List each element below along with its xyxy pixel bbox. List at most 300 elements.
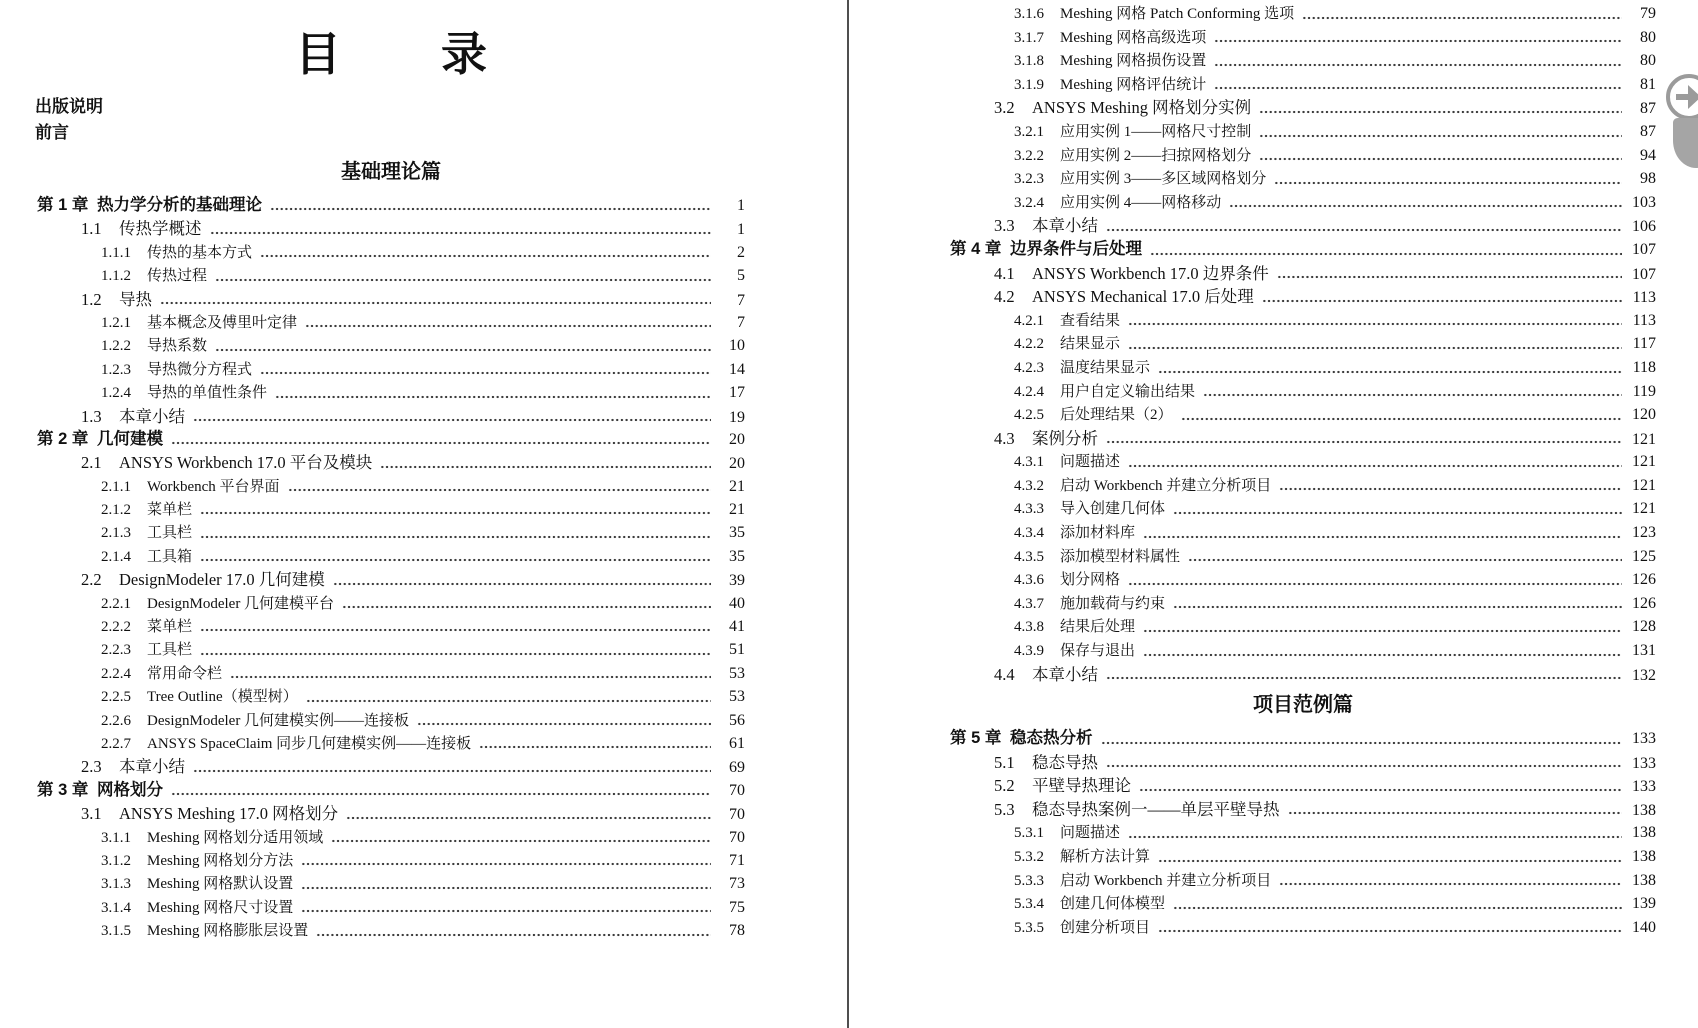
entry-page-number: 51 <box>729 641 745 659</box>
entry-page-number: 81 <box>1640 75 1656 93</box>
entry-number: 5.2 <box>994 776 1015 796</box>
toc-entry <box>950 309 1656 333</box>
dotted-leader <box>1277 274 1622 280</box>
dotted-leader <box>1203 392 1622 398</box>
toc-entry <box>37 919 745 942</box>
entry-title: 施加载荷与约束 <box>1060 595 1166 612</box>
entry-page-number: 131 <box>1632 642 1656 660</box>
entry-number: 4.2.1 <box>1014 312 1044 329</box>
entry-number: 3.3 <box>994 216 1015 236</box>
entry-number: 2.2.4 <box>101 665 131 682</box>
dotted-leader <box>1128 321 1622 327</box>
dotted-leader <box>1214 38 1622 44</box>
toc-entry <box>950 521 1656 545</box>
entry-page-number: 78 <box>729 922 745 940</box>
toc-entry <box>37 264 745 287</box>
dotted-leader <box>1101 740 1623 746</box>
entry-page-number: 138 <box>1632 847 1656 865</box>
entry-title: 用户自定义输出结果 <box>1060 383 1196 400</box>
dotted-leader <box>1150 251 1622 257</box>
front-matter-item: 前言 <box>35 123 69 142</box>
dotted-leader <box>200 557 711 563</box>
dotted-leader <box>200 651 711 657</box>
entry-page-number: 128 <box>1632 618 1656 636</box>
entry-number: 2.2.1 <box>101 595 131 612</box>
entry-number: 4.3.7 <box>1014 595 1044 612</box>
entry-title: ANSYS Meshing 17.0 网格划分 <box>119 804 339 824</box>
entry-number: 1.2.3 <box>101 361 131 378</box>
entry-page-number: 1 <box>737 197 745 214</box>
entry-page-number: 53 <box>729 688 745 706</box>
entry-number: 4.2.3 <box>1014 359 1044 376</box>
entry-page-number: 121 <box>1632 453 1656 471</box>
dotted-leader <box>1259 156 1622 162</box>
entry-number: 1.2 <box>81 289 102 309</box>
entry-title: ANSYS Mechanical 17.0 后处理 <box>1032 287 1254 307</box>
entry-number: 1.2.1 <box>101 314 131 331</box>
dotted-leader <box>1229 203 1622 209</box>
dotted-leader <box>1128 345 1622 351</box>
entry-title: Meshing 网格高级选项 <box>1060 29 1207 46</box>
toc-entry <box>950 663 1656 687</box>
entry-title: 稳态导热案例一——单层平壁导热 <box>1032 799 1280 819</box>
entry-number: 4.3 <box>994 428 1015 448</box>
dotted-leader <box>1128 463 1622 469</box>
dotted-leader <box>260 253 711 259</box>
entry-page-number: 87 <box>1640 100 1656 118</box>
entry-title: Meshing 网格尺寸设置 <box>147 899 294 916</box>
toc-entry <box>950 427 1656 451</box>
dotted-leader <box>1188 557 1622 563</box>
toc-entry <box>950 774 1656 798</box>
entry-title: DesignModeler 几何建模平台 <box>147 595 335 612</box>
toc-entry <box>37 217 745 240</box>
entry-page-number: 17 <box>729 384 745 402</box>
toc-entry <box>950 214 1656 238</box>
entry-title: 网格划分 <box>97 780 163 799</box>
dotted-leader <box>1128 581 1622 587</box>
toc-entry <box>37 779 745 802</box>
dotted-leader <box>1106 227 1622 233</box>
toc-entry <box>950 144 1656 168</box>
entry-number: 2.2.6 <box>101 712 131 729</box>
shield-icon[interactable] <box>1673 118 1698 168</box>
dotted-leader <box>288 487 711 493</box>
entry-number: 1.1.2 <box>101 268 131 285</box>
entry-title: ANSYS Meshing 网格划分实例 <box>1032 98 1252 118</box>
entry-number: 2.2.5 <box>101 689 131 706</box>
toc-entry <box>37 592 745 615</box>
dotted-leader <box>1158 928 1622 934</box>
entry-title: 本章小结 <box>1032 664 1098 684</box>
entry-page-number: 2 <box>737 243 745 261</box>
entry-number: 2.3 <box>81 757 102 777</box>
page-title <box>37 18 745 84</box>
entry-title: Meshing 网格划分方法 <box>147 852 294 869</box>
entry-number: 2.1.4 <box>101 548 131 565</box>
toc-entry <box>950 285 1656 309</box>
entry-title: 工具栏 <box>147 642 193 659</box>
toc-entry <box>950 474 1656 498</box>
entry-page-number: 41 <box>729 618 745 636</box>
entry-number: 3.1.5 <box>101 923 131 940</box>
entry-title: 稳态热分析 <box>1010 729 1093 747</box>
entry-page-number: 126 <box>1632 571 1656 589</box>
entry-page-number: 133 <box>1632 778 1656 796</box>
entry-number: 2.2 <box>81 570 102 590</box>
toc-entry <box>37 241 745 264</box>
entry-title: 查看结果 <box>1060 312 1121 329</box>
entry-title: 应用实例 1——网格尺寸控制 <box>1060 123 1252 140</box>
entry-number: 2.2.7 <box>101 735 131 752</box>
dotted-leader <box>200 627 711 633</box>
entry-number: 3.2.2 <box>1014 147 1044 164</box>
entry-number: 4.2 <box>994 287 1015 307</box>
toc-entry <box>950 615 1656 639</box>
toc-entry <box>950 332 1656 356</box>
entry-page-number: 125 <box>1632 547 1656 565</box>
toc-right-column-bottom <box>950 727 1656 939</box>
toc-entry <box>37 428 745 451</box>
entry-number: 4.3.6 <box>1014 572 1044 589</box>
toc-entry <box>37 194 745 217</box>
entry-title: 案例分析 <box>1032 428 1098 448</box>
toc-entry <box>37 896 745 919</box>
dotted-leader <box>1173 905 1622 911</box>
toc-entry <box>37 849 745 872</box>
entry-page-number: 98 <box>1640 170 1656 188</box>
entry-title: 导热系数 <box>147 338 208 355</box>
entry-page-number: 19 <box>729 408 745 426</box>
dotted-leader <box>193 417 711 423</box>
entry-number: 4.2.4 <box>1014 383 1044 400</box>
entry-page-number: 138 <box>1632 824 1656 842</box>
entry-page-number: 103 <box>1632 193 1656 211</box>
entry-number: 5.3.2 <box>1014 848 1044 865</box>
entry-title: 传热学概述 <box>119 219 202 239</box>
dotted-leader <box>200 534 711 540</box>
entry-page-number: 40 <box>729 594 745 612</box>
toc-entry <box>950 450 1656 474</box>
entry-title: Meshing 网格损伤设置 <box>1060 53 1207 70</box>
toc-entry <box>950 356 1656 380</box>
dotted-leader <box>1274 180 1622 186</box>
entry-title: ANSYS SpaceClaim 同步几何建模实例——连接板 <box>147 735 472 752</box>
toc-entry <box>37 405 745 428</box>
entry-page-number: 35 <box>729 547 745 565</box>
toc-entry <box>950 380 1656 404</box>
toc-entry <box>37 662 745 685</box>
entry-page-number: 113 <box>1632 311 1656 329</box>
entry-number: 4.3.8 <box>1014 619 1044 636</box>
entry-number: 第 4 章 <box>950 239 1002 258</box>
entry-page-number: 140 <box>1632 918 1656 936</box>
dotted-leader <box>275 394 711 400</box>
part-header-theory: 基础理论篇 <box>341 161 441 183</box>
entry-number: 5.3.5 <box>1014 919 1044 936</box>
toc-entry <box>37 685 745 708</box>
arrow-head <box>1688 85 1698 109</box>
entry-title: Workbench 平台界面 <box>147 478 280 495</box>
toc-entry <box>950 73 1656 97</box>
entry-page-number: 106 <box>1632 218 1656 236</box>
dotted-leader <box>1106 763 1622 769</box>
entry-title: 传热过程 <box>147 268 208 285</box>
dotted-leader <box>260 370 711 376</box>
toc-entry <box>37 521 745 544</box>
entry-page-number: 123 <box>1632 524 1656 542</box>
entry-number: 4.3.5 <box>1014 548 1044 565</box>
dotted-leader <box>1279 486 1622 492</box>
entry-title: 本章小结 <box>1032 216 1098 236</box>
toc-entry <box>950 403 1656 427</box>
entry-number: 3.1.9 <box>1014 76 1044 93</box>
entry-number: 3.1.6 <box>1014 6 1044 22</box>
entry-number: 5.3.4 <box>1014 896 1044 913</box>
dotted-leader <box>333 581 711 587</box>
toc-entry <box>950 191 1656 215</box>
toc-entry <box>37 802 745 825</box>
dotted-leader <box>160 300 711 306</box>
entry-number: 1.2.2 <box>101 338 131 355</box>
entry-number: 第 1 章 <box>37 196 89 214</box>
next-page-arrow-icon[interactable] <box>1666 74 1698 120</box>
entry-title: 创建分析项目 <box>1060 919 1151 936</box>
toc-entry <box>950 262 1656 286</box>
entry-page-number: 120 <box>1632 406 1656 424</box>
entry-title: 传热的基本方式 <box>147 244 253 261</box>
dotted-leader <box>1143 628 1622 634</box>
entry-number: 1.2.4 <box>101 385 131 402</box>
dotted-leader <box>1262 298 1622 304</box>
toc-entry <box>950 238 1656 262</box>
entry-title: 温度结果显示 <box>1060 359 1151 376</box>
entry-page-number: 20 <box>729 430 745 448</box>
entry-title: 本章小结 <box>119 406 185 426</box>
entry-number: 4.3.3 <box>1014 501 1044 518</box>
entry-page-number: 53 <box>729 664 745 682</box>
entry-title: 解析方法计算 <box>1060 848 1151 865</box>
dotted-leader <box>331 838 711 844</box>
entry-title: 常用命令栏 <box>147 665 223 682</box>
entry-number: 2.1.2 <box>101 502 131 519</box>
entry-title: 菜单栏 <box>147 502 193 519</box>
entry-number: 5.1 <box>994 752 1015 772</box>
dotted-leader <box>1279 881 1622 887</box>
entry-number: 3.1.7 <box>1014 29 1044 46</box>
entry-page-number: 126 <box>1632 594 1656 612</box>
entry-title: 导热的单值性条件 <box>147 385 268 402</box>
page-divider-line <box>847 0 849 1028</box>
dotted-leader <box>171 440 711 446</box>
entry-page-number: 139 <box>1632 895 1656 913</box>
toc-right-column-top <box>950 2 1656 686</box>
toc-entry <box>950 49 1656 73</box>
dotted-leader <box>1173 510 1622 516</box>
dotted-leader <box>342 604 711 610</box>
entry-number: 3.1.8 <box>1014 53 1044 70</box>
toc-entry <box>950 798 1656 822</box>
toc-entry <box>37 732 745 755</box>
dotted-leader <box>1173 604 1622 610</box>
dotted-leader <box>1139 787 1622 793</box>
entry-number: 2.1 <box>81 453 102 473</box>
entry-title: DesignModeler 17.0 几何建模 <box>119 570 325 590</box>
dotted-leader <box>1214 85 1622 91</box>
toc-entry <box>950 2 1656 26</box>
dotted-leader <box>215 277 711 283</box>
entry-number: 3.2.1 <box>1014 123 1044 140</box>
entry-title: 启动 Workbench 并建立分析项目 <box>1060 872 1272 889</box>
dotted-leader <box>1302 15 1622 21</box>
dotted-leader <box>1128 834 1622 840</box>
entry-title: 添加材料库 <box>1060 525 1136 542</box>
toc-entry <box>950 26 1656 50</box>
toc-entry <box>37 755 745 778</box>
entry-number: 4.2.5 <box>1014 407 1044 424</box>
entry-page-number: 132 <box>1632 666 1656 684</box>
entry-title: 启动 Workbench 并建立分析项目 <box>1060 477 1272 494</box>
toc-entry <box>950 869 1656 893</box>
entry-title: 本章小结 <box>119 757 185 777</box>
entry-number: 4.3.9 <box>1014 643 1044 660</box>
entry-title: 平壁导热理论 <box>1032 776 1131 796</box>
toc-entry <box>950 892 1656 916</box>
entry-title: 问题描述 <box>1060 825 1121 842</box>
entry-title: Meshing 网格评估统计 <box>1060 76 1207 93</box>
toc-entry <box>950 916 1656 940</box>
dotted-leader <box>301 861 711 867</box>
entry-title: 应用实例 2——扫掠网格划分 <box>1060 147 1252 164</box>
toc-entry <box>37 358 745 381</box>
toc-entry <box>950 727 1656 751</box>
entry-page-number: 138 <box>1632 801 1656 819</box>
entry-title: Meshing 网格划分适用领域 <box>147 829 324 846</box>
toc-entry <box>950 96 1656 120</box>
dotted-leader <box>1106 439 1622 445</box>
entry-page-number: 118 <box>1632 358 1656 376</box>
dotted-leader <box>1214 62 1622 68</box>
entry-page-number: 80 <box>1640 52 1656 70</box>
entry-number: 第 5 章 <box>950 729 1002 747</box>
toc-left-column <box>37 194 745 943</box>
entry-number: 第 3 章 <box>37 780 89 799</box>
entry-number: 4.3.4 <box>1014 525 1044 542</box>
dotted-leader <box>1288 810 1623 816</box>
dotted-leader <box>1143 652 1622 658</box>
entry-title: 添加模型材料属性 <box>1060 548 1181 565</box>
toc-entry <box>950 751 1656 775</box>
entry-page-number: 121 <box>1632 430 1656 448</box>
dotted-leader <box>1259 109 1622 115</box>
entry-page-number: 21 <box>729 477 745 495</box>
entry-number: 5.3.3 <box>1014 872 1044 889</box>
entry-number: 第 2 章 <box>37 429 89 448</box>
toc-entry <box>950 592 1656 616</box>
entry-number: 3.1.1 <box>101 829 131 846</box>
entry-page-number: 10 <box>729 337 745 355</box>
dotted-leader <box>270 206 711 212</box>
entry-page-number: 119 <box>1632 382 1656 400</box>
entry-page-number: 133 <box>1632 730 1656 747</box>
toc-entry <box>37 498 745 521</box>
entry-title: 创建几何体模型 <box>1060 896 1166 913</box>
toc-entry <box>37 568 745 591</box>
dotted-leader <box>380 464 711 470</box>
entry-title: Meshing 网格 Patch Conforming 选项 <box>1060 6 1295 22</box>
entry-page-number: 121 <box>1632 476 1656 494</box>
entry-page-number: 35 <box>729 524 745 542</box>
entry-page-number: 20 <box>729 455 745 473</box>
entry-title: 稳态导热 <box>1032 752 1098 772</box>
dotted-leader <box>1259 133 1622 139</box>
front-matter <box>35 94 103 146</box>
entry-number: 3.1 <box>81 804 102 824</box>
entry-title: DesignModeler 几何建模实例——连接板 <box>147 712 410 729</box>
toc-entry <box>950 545 1656 569</box>
entry-number: 3.2.3 <box>1014 171 1044 188</box>
dotted-leader <box>346 815 711 821</box>
entry-title: 划分网格 <box>1060 572 1121 589</box>
dotted-leader <box>479 744 711 750</box>
entry-title: 结果后处理 <box>1060 619 1136 636</box>
dotted-leader <box>200 510 711 516</box>
entry-number: 3.2.4 <box>1014 194 1044 211</box>
dotted-leader <box>1158 858 1622 864</box>
entry-page-number: 69 <box>729 759 745 777</box>
entry-number: 2.2.3 <box>101 642 131 659</box>
entry-title: 导热微分方程式 <box>147 361 253 378</box>
entry-number: 5.3.1 <box>1014 825 1044 842</box>
entry-title: 工具栏 <box>147 525 193 542</box>
entry-title: 菜单栏 <box>147 619 193 636</box>
toc-entry <box>37 334 745 357</box>
entry-number: 1.3 <box>81 406 102 426</box>
entry-number: 2.2.2 <box>101 619 131 636</box>
toc-entry <box>37 475 745 498</box>
entry-page-number: 113 <box>1632 289 1656 307</box>
dotted-leader <box>306 698 711 704</box>
part-header-projects: 项目范例篇 <box>1253 694 1353 716</box>
entry-page-number: 61 <box>729 734 745 752</box>
dotted-leader <box>210 230 712 236</box>
entry-title: Meshing 网格膨胀层设置 <box>147 923 309 940</box>
entry-title: 后处理结果（2） <box>1060 407 1173 424</box>
toc-entry <box>37 638 745 661</box>
entry-number: 3.2 <box>994 98 1015 118</box>
entry-page-number: 21 <box>729 501 745 519</box>
entry-page-number: 79 <box>1640 5 1656 22</box>
entry-number: 3.1.3 <box>101 876 131 893</box>
entry-page-number: 80 <box>1640 28 1656 46</box>
entry-title: 应用实例 4——网格移动 <box>1060 194 1222 211</box>
front-matter-item: 出版说明 <box>35 97 103 116</box>
entry-page-number: 133 <box>1632 754 1656 772</box>
toc-entry <box>37 615 745 638</box>
entry-page-number: 70 <box>729 806 745 824</box>
toc-entry <box>37 288 745 311</box>
dotted-leader <box>171 791 711 797</box>
entry-number: 4.3.2 <box>1014 477 1044 494</box>
entry-number: 3.1.4 <box>101 899 131 916</box>
entry-title: ANSYS Workbench 17.0 边界条件 <box>1032 263 1269 283</box>
dotted-leader <box>301 885 711 891</box>
entry-title: 保存与退出 <box>1060 643 1136 660</box>
dotted-leader <box>316 932 711 938</box>
dotted-leader <box>1106 675 1622 681</box>
entry-page-number: 107 <box>1632 240 1656 258</box>
entry-number: 4.3.1 <box>1014 454 1044 471</box>
